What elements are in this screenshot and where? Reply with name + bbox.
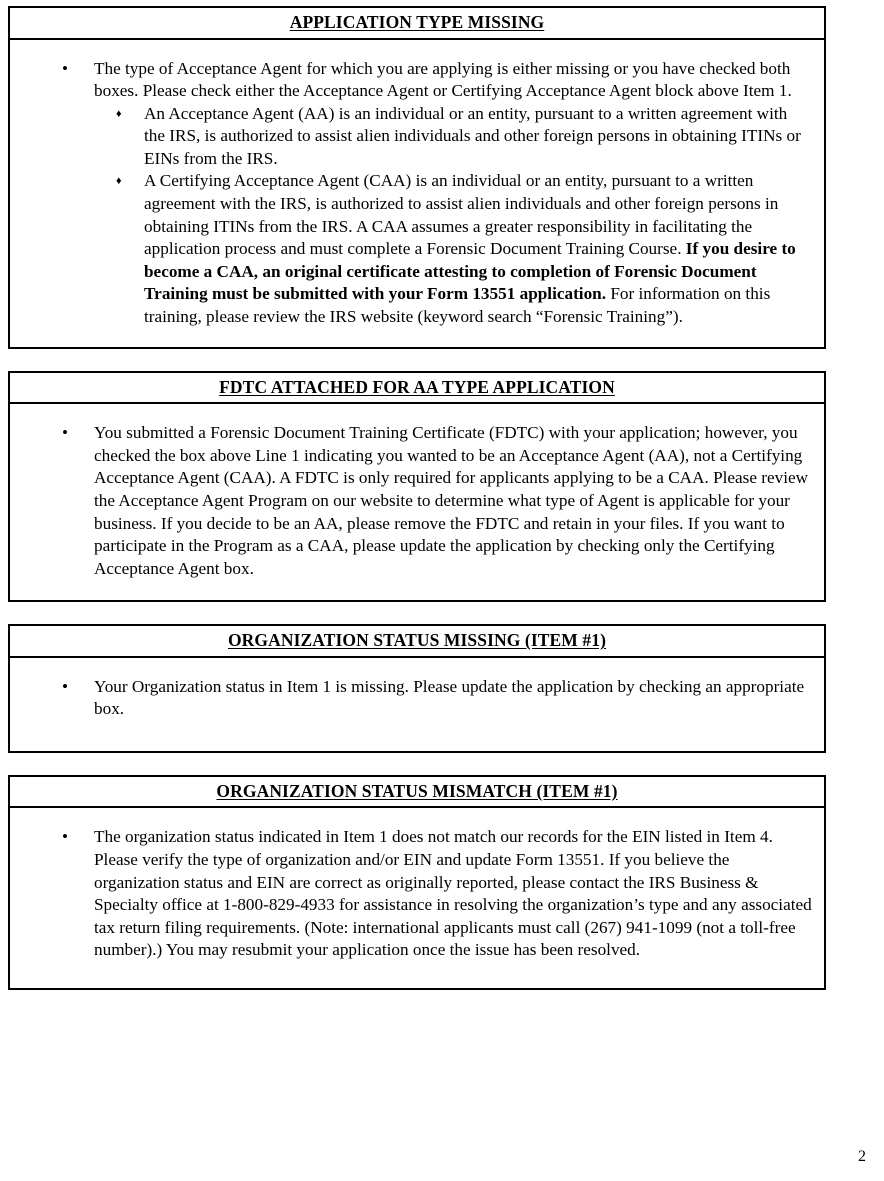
section-header-text: ORGANIZATION STATUS MISMATCH (ITEM #1) xyxy=(216,780,618,801)
section-application-type-missing xyxy=(8,6,826,349)
section-body xyxy=(10,40,824,347)
diamond-bullet-icon: ♦ xyxy=(116,175,122,188)
diamond-bullet-icon: ♦ xyxy=(116,107,122,120)
section-header xyxy=(10,8,824,40)
section-header xyxy=(10,777,824,809)
section-organization-status-mismatch xyxy=(8,775,826,990)
section-organization-status-missing xyxy=(8,624,826,753)
list-item xyxy=(94,170,812,328)
bullet-list xyxy=(22,58,812,329)
bullet-text: The organization status indicated in Item 1 does not match our records for the EIN listed in Item 4. Please verify the type of organization and/or EIN and update Form 13551. If you believe the organization status and EIN are correct as originally reported, please contact the IRS Business & Specialty office at 1-800-829-4933 for assistance in resolving the organization’s type and any associated tax return filing requirements. (Note: international applicants must call (267) 941-1099 (not a toll-free number).) You may resubmit your application once the issue has been resolved. xyxy=(94,827,812,960)
bullet-list xyxy=(22,422,812,580)
bullet-point-icon: • xyxy=(62,423,69,443)
section-header-text: ORGANIZATION STATUS MISSING (ITEM #1) xyxy=(227,630,607,651)
bullet-text: The type of Acceptance Agent for which you are applying is either missing or you have checked both boxes. Please check either the Acceptance Agent or Certifying Acceptance Agent block above Item 1. xyxy=(94,58,792,101)
bullet-list xyxy=(22,676,812,721)
list-item xyxy=(22,826,812,962)
list-item xyxy=(22,422,812,580)
list-item xyxy=(22,58,812,329)
text-run-plain: A Certifying Acceptance Agent (CAA) is an individual or an entity, pursuant to a written agreement with the IRS, is authorized to assist alien individuals and other foreign persons in obtaining ITINs from the IRS. A CAA assumes a greater responsibility in facilitating the application process and must complete a Forensic Document Training Course. xyxy=(144,171,779,259)
subbullet-text: An Acceptance Agent (AA) is an individual or an entity, pursuant to a written agreement with the IRS, is authorized to assist alien individuals and other foreign persons in obtaining ITINs or EINs from the IRS. xyxy=(144,103,801,168)
bullet-text: Your Organization status in Item 1 is missing. Please update the application by checking an appropriate box. xyxy=(94,676,805,719)
section-body xyxy=(10,658,824,751)
text-run-bold: If you desire to become a CAA, an original certificate attesting to completion of Forensic Document Training must be submitted with your Form 13551 application. xyxy=(144,239,796,304)
section-header-text: APPLICATION TYPE MISSING xyxy=(289,12,545,32)
section-fdtc-attached-for-aa-type-application xyxy=(8,371,826,603)
bullet-text: You submitted a Forensic Document Training Certificate (FDTC) with your application; however, you checked the box above Line 1 indicating you wanted to be an Acceptance Agent (AA), not a Certifying Acceptance Agent (CAA). A FDTC is only required for applicants applying to be a CAA. Please review the Acceptance Agent Program on our website to determine what type of Agent is applicable for your business. If you decide to be an AA, please remove the FDTC and retain in your files. If you want to participate in the Program as a CAA, please update the application by checking only the Certifying Acceptance Agent box. xyxy=(94,423,809,578)
section-header xyxy=(10,626,824,658)
section-header xyxy=(10,373,824,405)
subbullet-list xyxy=(94,103,812,329)
section-body xyxy=(10,808,824,988)
bullet-point-icon: • xyxy=(62,827,69,847)
list-item xyxy=(22,676,812,721)
list-item xyxy=(94,103,812,171)
bullet-list xyxy=(22,826,812,962)
bullet-point-icon: • xyxy=(62,58,69,78)
section-header-text: FDTC ATTACHED FOR AA TYPE APPLICATION xyxy=(219,376,615,397)
page-number: 2 xyxy=(858,1148,866,1165)
text-run-plain: For information on this training, please review the IRS website (keyword search “Forensic Training”). xyxy=(144,284,771,327)
subbullet-text xyxy=(144,171,796,326)
section-body xyxy=(10,404,824,600)
bullet-point-icon: • xyxy=(62,676,69,696)
